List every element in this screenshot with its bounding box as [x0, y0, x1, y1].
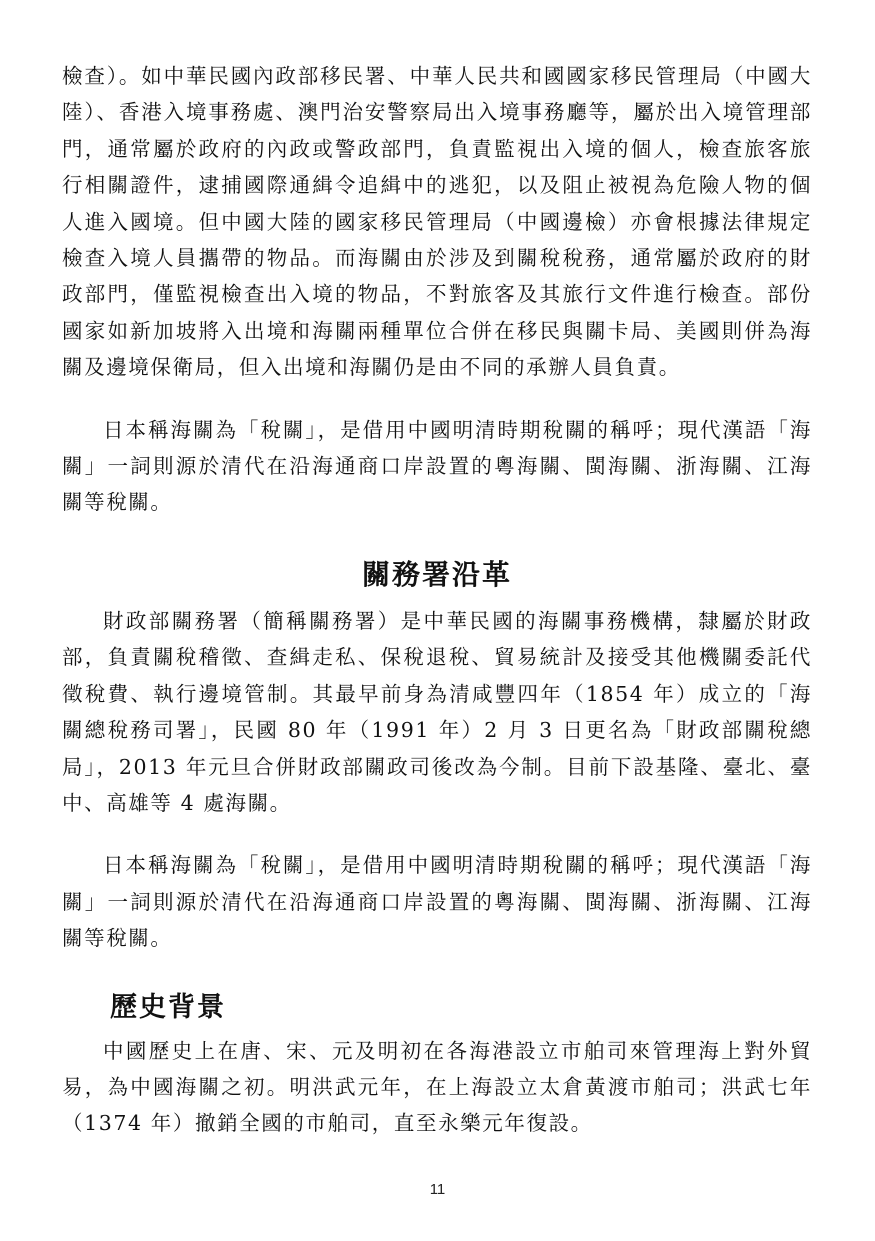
paragraph-spacer	[62, 957, 812, 983]
paragraph-spacer	[62, 386, 812, 412]
paragraph-zeikan-origin-repeat: 日本稱海關為「稅關」，是借用中國明清時期稅關的稱呼；現代漢語「海關」一詞則源於清代在沿海通商口岸設置的粵海關、閩海關、浙海關、江海關等稅關。	[62, 853, 812, 951]
paragraph-spacer	[62, 521, 812, 547]
section-heading: 關務署沿革	[361, 557, 512, 591]
paragraph-zeikan-origin: 日本稱海關為「稅關」，是借用中國明清時期稅關的稱呼；現代漢語「海關」一詞則源於清代在沿海通商口岸設置的粵海關、閩海關、浙海關、江海關等稅關。	[62, 417, 812, 515]
document-page	[62, 58, 812, 1142]
subsection-heading: 歷史背景	[110, 991, 226, 1023]
paragraph-spacer	[62, 821, 812, 847]
paragraph-customs-administration: 財政部關務署（簡稱關務署）是中華民國的海關事務機構，隸屬於財政部，負責關稅稽徵、查緝走私、保稅退稅、貿易統計及接受其他機關委託代徵稅費、執行邊境管制。其最早前身為清咸豐四年（1854 年）成立的「海關總稅務司署」，民國 80 年（1991 年）2 月 3 日更名為「財政部關稅總局」，2013 年元旦合併財政部關政司後改為今制。目前下設基隆、臺北、臺中、高雄等 4 處海關。	[62, 608, 812, 815]
paragraph-border-control: 檢查）。如中華民國內政部移民署、中華人民共和國國家移民管理局（中國大陸）、香港入境事務處、澳門治安警察局出入境事務廳等，屬於出入境管理部門，通常屬於政府的內政或警政部門，負責監視出入境的個人，檢查旅客旅行相關證件，逮捕國際通緝令追緝中的逃犯，以及阻止被視為危險人物的個人進入國境。但中國大陸的國家移民管理局（中國邊檢）亦會根據法律規定檢查入境人員攜帶的物品。而海關由於涉及到關稅稅務，通常屬於政府的財政部門，僅監視檢查出入境的物品，不對旅客及其旅行文件進行檢查。部份國家如新加坡將入出境和海關兩種單位合併在移民與關卡局、美國則併為海關及邊境保衛局，但入出境和海關仍是由不同的承辦人員負責。	[62, 64, 812, 380]
paragraph-history: 中國歷史上在唐、宋、元及明初在各海港設立市舶司來管理海上對外貿易，為中國海關之初。明洪武元年，在上海設立太倉黃渡市舶司；洪武七年（1374 年）撤銷全國的市舶司，直至永樂元年復設。	[62, 1038, 812, 1136]
page-number: 11	[429, 1181, 446, 1198]
